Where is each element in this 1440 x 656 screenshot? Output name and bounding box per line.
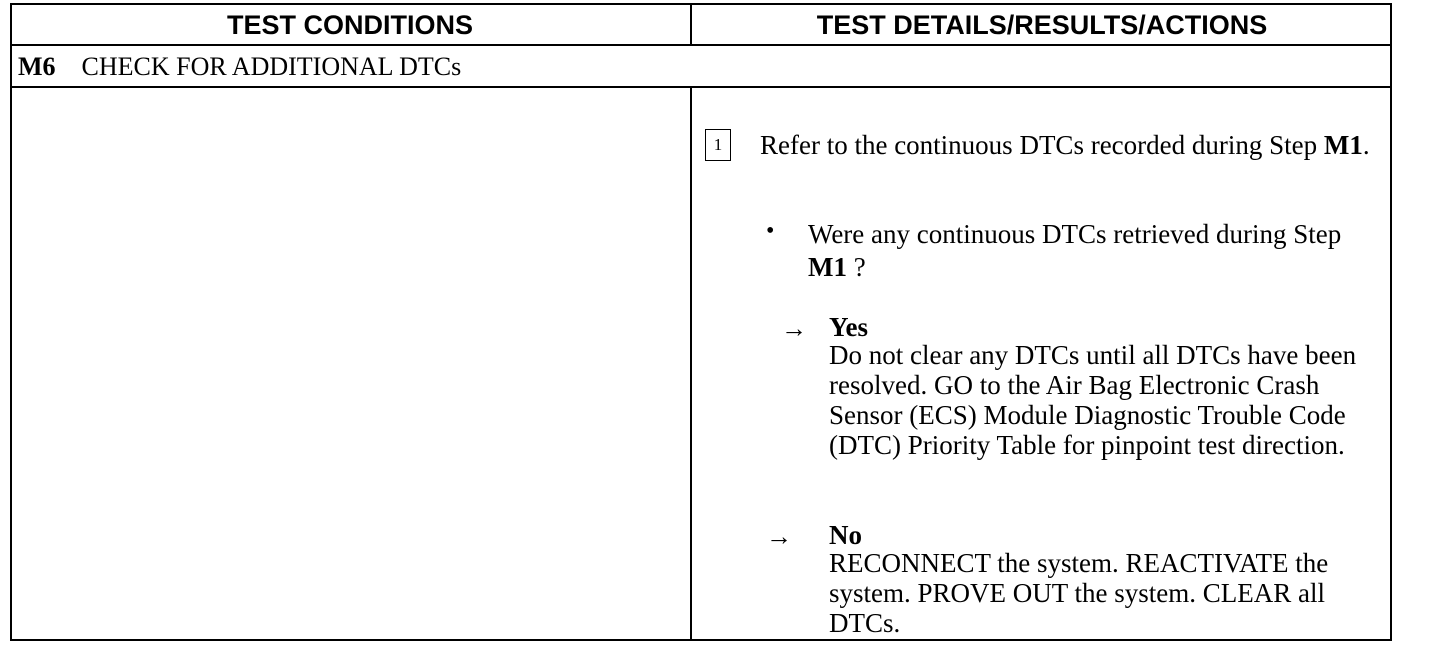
step-title-row [18,52,461,82]
question-suffix: ? [846,252,866,282]
no-arrow-icon: → [766,522,792,551]
question [808,218,1368,284]
question-step-ref: M1 [808,252,847,282]
step-row-divider [10,86,1392,88]
instruction-suffix: . [1362,130,1370,160]
yes-text: Do not clear any DTCs until all DTCs have been resolved. GO to the Air Bag Electronic Crash Sensor (ECS) Module Diagnostic Trouble Code (DTC) Priority Table for pinpoint test direction. [829,340,1357,460]
header-test-details: TEST DETAILS/RESULTS/ACTIONS [816,10,1268,40]
body-column-divider [690,86,692,641]
no-text: RECONNECT the system. REACTIVATE the system. PROVE OUT the system. CLEAR all DTCs. [829,548,1329,638]
yes-arrow-icon: → [781,314,807,343]
question-text: Were any continuous DTCs retrieved during Step [808,219,1342,249]
table-frame [10,3,1392,641]
step-code: M6 [18,52,56,81]
yes-label: Yes [829,312,868,342]
step-number-box: 1 [705,129,731,161]
header-test-conditions: TEST CONDITIONS [226,10,473,40]
step-title: CHECK FOR ADDITIONAL DTCs [81,52,462,81]
instruction-text: Refer to the continuous DTCs recorded during Step [760,130,1318,160]
header-divider [10,44,1392,46]
step-instruction [760,128,1390,162]
bullet-icon: • [766,218,775,244]
instruction-step-ref: M1 [1323,130,1363,160]
no-label: No [829,520,862,550]
